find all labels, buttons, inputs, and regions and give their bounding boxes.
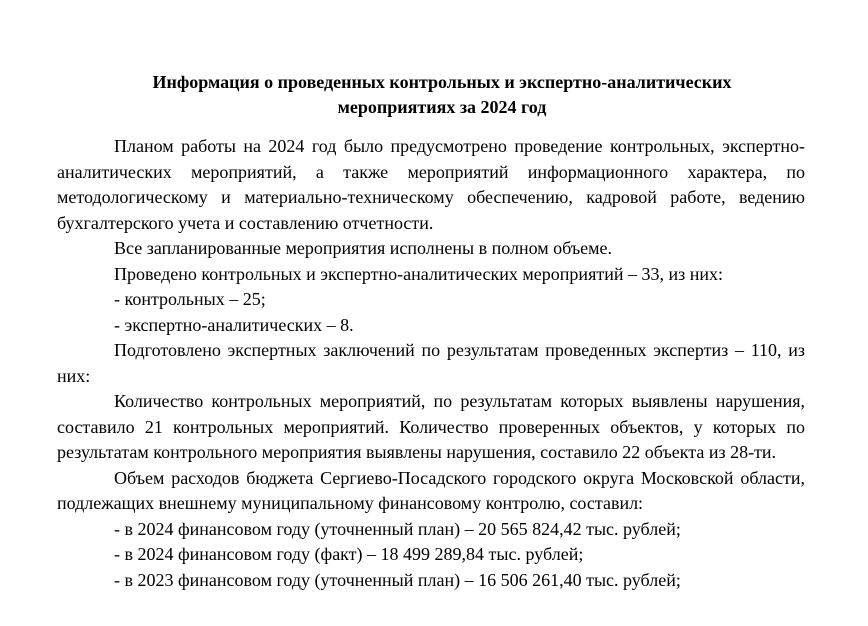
paragraph-conclusions: Подготовлено экспертных заключений по результатам проведенных экспертиз – 110, из них: <box>57 340 805 386</box>
paragraph-budget: Объем расходов бюджета Сергиево-Посадского городского округа Московской области, подлежащих внешнему муниципальному финансовому контролю, составил: <box>57 467 805 513</box>
paragraph-violations: Количество контрольных мероприятий, по результатам которых выявлены нарушения, составило 21 контрольных мероприятий. Количество проверенных объектов, у которых по результатам контрольного мероприятия выявлены нарушения, составило 22 объекта из 28-ти. <box>57 391 805 462</box>
document-title <box>79 70 805 120</box>
paragraph-completed: Все запланированные мероприятия исполнены в полном объеме. <box>114 238 613 258</box>
document-body <box>57 134 805 593</box>
list-item-expert: - экспертно-аналитических – 8. <box>114 314 354 335</box>
list-item-2024-plan: - в 2024 финансовом году (уточненный план) – 20 565 824,42 тыс. рублей; <box>114 518 681 539</box>
list-item-2023-plan: - в 2023 финансовом году (уточненный план) – 16 506 261,40 тыс. рублей; <box>114 569 681 590</box>
title-line-2: мероприятиях за 2024 год <box>337 97 547 117</box>
list-item-2024-fact: - в 2024 финансовом году (факт) – 18 499 289,84 тыс. рублей; <box>114 544 584 564</box>
title-line-1: Информация о проведенных контрольных и экспертно-аналитических <box>152 72 732 92</box>
paragraph-events-count: Проведено контрольных и экспертно-аналитических мероприятий – 33, из них: <box>114 263 723 284</box>
paragraph-plan: Планом работы на 2024 год было предусмотрено проведение контрольных, экспертно-аналитических мероприятий, а также мероприятий информационного характера, по методологическому и материально-техническому обеспечению, кадровой работе, ведению бухгалтерского учета и составлению отчетности. <box>57 136 805 233</box>
document-page <box>57 70 805 593</box>
list-item-control: - контрольных – 25; <box>114 289 266 309</box>
